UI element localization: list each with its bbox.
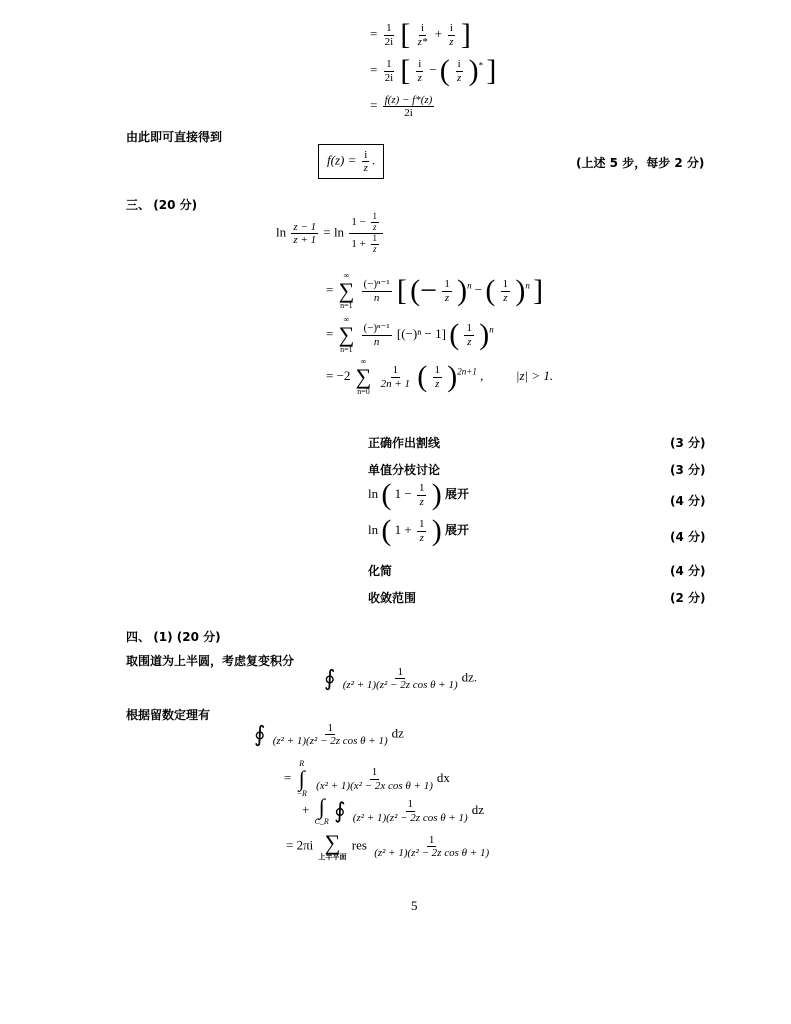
sec4-integral-3: = R ∫ −R $\frac{1}{\text{(x² + 1)(x² − 2x cos θ + 1)}}$ dx (284, 759, 450, 798)
grading-item-label: ln ( 1 + $\frac{1}{z}$ ) 展开 (368, 514, 469, 547)
sec3-line-1: ln $\frac{z - 1}{z + 1}$ = ln 1 − $\frac{1}{z}$ 1 + $\frac{1}{z}$ (276, 212, 385, 255)
sec4-integral-2: ∮ $\frac{1}{\text{(z² + 1)(z² − 2z cos θ + 1)}}$ dz (254, 721, 404, 748)
eq-top-line-3: = $\frac{f(z) - f*(z)}{2i}$ (370, 94, 433, 120)
grading-item-label: 单值分枝讨论 (368, 463, 441, 477)
sec4-residue-text: 根据留数定理有 (126, 708, 211, 722)
sec3-line-3: = ∞ ∑ n=1 $\frac{\text{(−)ⁿ⁻¹}}{n}$ [(−)ⁿ − 1] ( $\frac{1}{z}$ )$^n$ (326, 315, 494, 354)
grading-item-score: (4 分) (670, 494, 706, 508)
boxed-equation: f(z) = $\frac{i}{z}$ . (318, 144, 384, 179)
grading-item-score: (2 分) (670, 591, 706, 605)
sec3-line-2: = ∞ ∑ n=1 $\frac{\text{(−)ⁿ⁻¹}}{n}$ [ (− $\frac{1}{z}$ )$^n$ − ( $\frac{1}{z}$ )$^n$ ] (326, 271, 544, 310)
sec4-intro: 取围道为上半圆，考虑复变积分 (126, 654, 295, 668)
grading-item-label: ln ( 1 − $\frac{1}{z}$ ) 展开 (368, 478, 469, 511)
page-number: 5 (411, 898, 418, 913)
conclude-text: 由此即可直接得到 (126, 130, 223, 144)
score-note: (上述 5 步，每步 2 分) (576, 156, 705, 170)
sec3-line-4: = −2 ∞ ∑ n=0 $\frac{1}{2n + 1}$ ( $\frac{1}{z}$ )$^{2n+1}$ , |z| > 1. (326, 357, 554, 396)
grading-item-label: 正确作出割线 (368, 436, 441, 450)
grading-item-label: 化简 (368, 564, 393, 578)
eq-top-line-1: = $\frac{1}{2i}$ [ $\frac{i}{z*}$ + $\frac{i}{z}$ ] (370, 18, 471, 51)
grading-item-score: (4 分) (670, 564, 706, 578)
sec4-heading: 四、 (1) (20 分) (126, 630, 221, 644)
sec4-integral-1: ∮ $\frac{1}{\text{(z² + 1)(z² − 2z cos θ + 1)}}$ dz. (324, 665, 478, 692)
sec4-integral-5: = 2πi ∑ 上半平面 res $\frac{1}{\text{(z² + 1)(z² − 2z cos θ + 1)}}$ (286, 830, 490, 861)
grading-item-label: 收敛范围 (368, 591, 417, 605)
grading-item-score: (3 分) (670, 436, 706, 450)
eq-top-line-2: = $\frac{1}{2i}$ [ $\frac{i}{z}$ − ( $\frac{i}{z}$ )* ] (370, 54, 497, 87)
sec4-integral-4: + ∫ C_R ∮ $\frac{1}{\text{(z² + 1)(z² − 2z cos θ + 1)}}$ dz (302, 794, 485, 826)
sec3-heading: 三、 (20 分) (126, 198, 198, 212)
grading-item-score: (3 分) (670, 463, 706, 477)
grading-item-score: (4 分) (670, 530, 706, 544)
